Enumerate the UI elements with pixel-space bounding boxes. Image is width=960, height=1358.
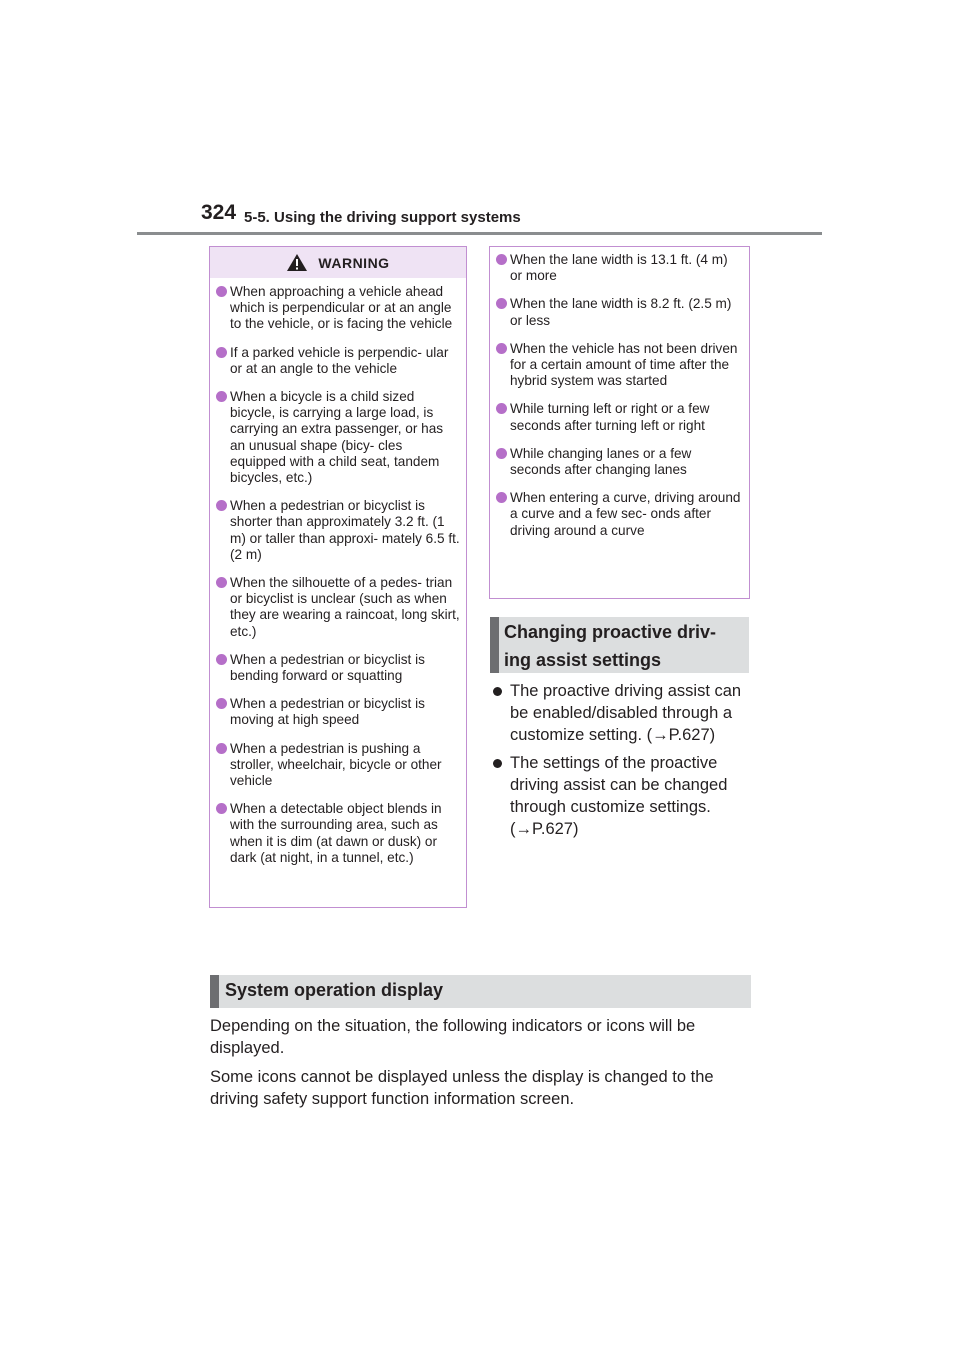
warning-item xyxy=(496,490,741,539)
bullet-icon xyxy=(216,391,227,402)
warning-item-text: When the lane width is 13.1 ft. (4 m) or more xyxy=(510,252,728,284)
warning-item xyxy=(496,296,741,328)
warning-item xyxy=(216,801,460,866)
warning-item xyxy=(216,284,460,333)
warning-item-text: When a pedestrian or bicyclist is bending forward or squatting xyxy=(230,651,425,684)
warning-item xyxy=(496,252,741,284)
warning-item xyxy=(216,652,460,684)
warning-continued-list xyxy=(496,252,741,539)
list-item xyxy=(490,752,752,840)
changing-settings-heading xyxy=(490,617,749,673)
heading-line-1: Changing proactive driv- xyxy=(504,622,717,642)
warning-item-text: When a pedestrian or bicyclist is shorter than approximately 3.2 ft. (1 m) or taller than approxi- mately 6.5 ft. (2 m) xyxy=(230,498,460,562)
warning-item-text: When a pedestrian is pushing a stroller, wheelchair, bicycle or other vehicle xyxy=(230,740,442,789)
bullet-icon xyxy=(496,298,507,309)
bullet-icon xyxy=(216,743,227,754)
bullet-icon xyxy=(496,403,507,414)
warning-item xyxy=(496,341,741,390)
header-rule xyxy=(137,232,822,235)
list-item-text: The settings of the proactive driving assist can be changed through customize settings. (→P.627) xyxy=(510,754,728,838)
section-title: 5-5. Using the driving support systems xyxy=(244,209,521,226)
warning-item xyxy=(216,345,460,377)
warning-item xyxy=(216,575,460,640)
warning-item xyxy=(496,446,741,478)
warning-item-text: When the lane width is 8.2 ft. (2.5 m) or less xyxy=(510,296,732,328)
warning-item-text: If a parked vehicle is perpendic- ular or at an angle to the vehicle xyxy=(230,344,449,376)
bullet-icon xyxy=(496,492,507,503)
page-number: 324 xyxy=(201,201,237,224)
bullet-icon xyxy=(216,577,227,588)
warning-box xyxy=(209,246,467,908)
bullet-icon xyxy=(496,448,507,459)
warning-triangle-icon xyxy=(286,253,308,272)
warning-header xyxy=(210,247,466,278)
bullet-icon xyxy=(496,254,507,265)
warning-item xyxy=(216,389,460,486)
heading-line-2: ing assist settings xyxy=(504,650,662,670)
body-paragraph: Depending on the situation, the following indicators or icons will be displayed. xyxy=(210,1017,696,1057)
bullet-icon xyxy=(216,347,227,358)
warning-list xyxy=(210,278,466,866)
bullet-icon xyxy=(216,698,227,709)
body-paragraph: Some icons cannot be displayed unless the display is changed to the driving safety support function information screen. xyxy=(210,1068,714,1108)
bullet-icon xyxy=(216,654,227,665)
warning-item-text: When a detectable object blends in with the surrounding area, such as when it is dim (at dawn or dusk) or dark (at night, in a tunnel, etc.) xyxy=(230,801,442,865)
list-item xyxy=(490,680,752,746)
system-display-heading xyxy=(210,975,751,1008)
bullet-icon xyxy=(493,687,502,696)
warning-item-text: When the silhouette of a pedes- trian or bicyclist is unclear (such as when they are wearing a raincoat, long skirt, etc.) xyxy=(230,575,460,639)
warning-title: WARNING xyxy=(318,254,390,271)
warning-item xyxy=(496,401,741,433)
warning-continued-box xyxy=(489,246,750,599)
warning-item xyxy=(216,498,460,563)
warning-item-text: While turning left or right or a few seconds after turning left or right xyxy=(510,401,710,433)
warning-item-text: When entering a curve, driving around a curve and a few sec- onds after driving around a curve xyxy=(510,490,741,538)
bullet-icon xyxy=(216,500,227,511)
bullet-icon xyxy=(496,343,507,354)
bullet-icon xyxy=(216,803,227,814)
warning-item-text: When the vehicle has not been driven for a certain amount of time after the hybrid system was started xyxy=(510,340,738,389)
warning-item-text: When approaching a vehicle ahead which is perpendicular or at an angle to the vehicle, or is facing the vehicle xyxy=(230,284,453,332)
heading-text: System operation display xyxy=(225,980,444,1000)
list-item-text: The proactive driving assist can be enabled/disabled through a customize setting. (→P.627) xyxy=(510,682,742,744)
bullet-icon xyxy=(493,759,502,768)
warning-item xyxy=(216,741,460,790)
bullet-icon xyxy=(216,286,227,297)
warning-item-text: When a bicycle is a child sized bicycle, is carrying a large load, is carrying an extra passenger, or has an unusual shape (bicy- cles equipped with a child seat, tandem bicycles, etc.) xyxy=(230,389,444,486)
warning-item-text: When a pedestrian or bicyclist is moving at high speed xyxy=(230,696,425,728)
warning-item-text: While changing lanes or a few seconds after changing lanes xyxy=(510,445,692,478)
settings-list xyxy=(490,680,752,846)
warning-item xyxy=(216,696,460,728)
